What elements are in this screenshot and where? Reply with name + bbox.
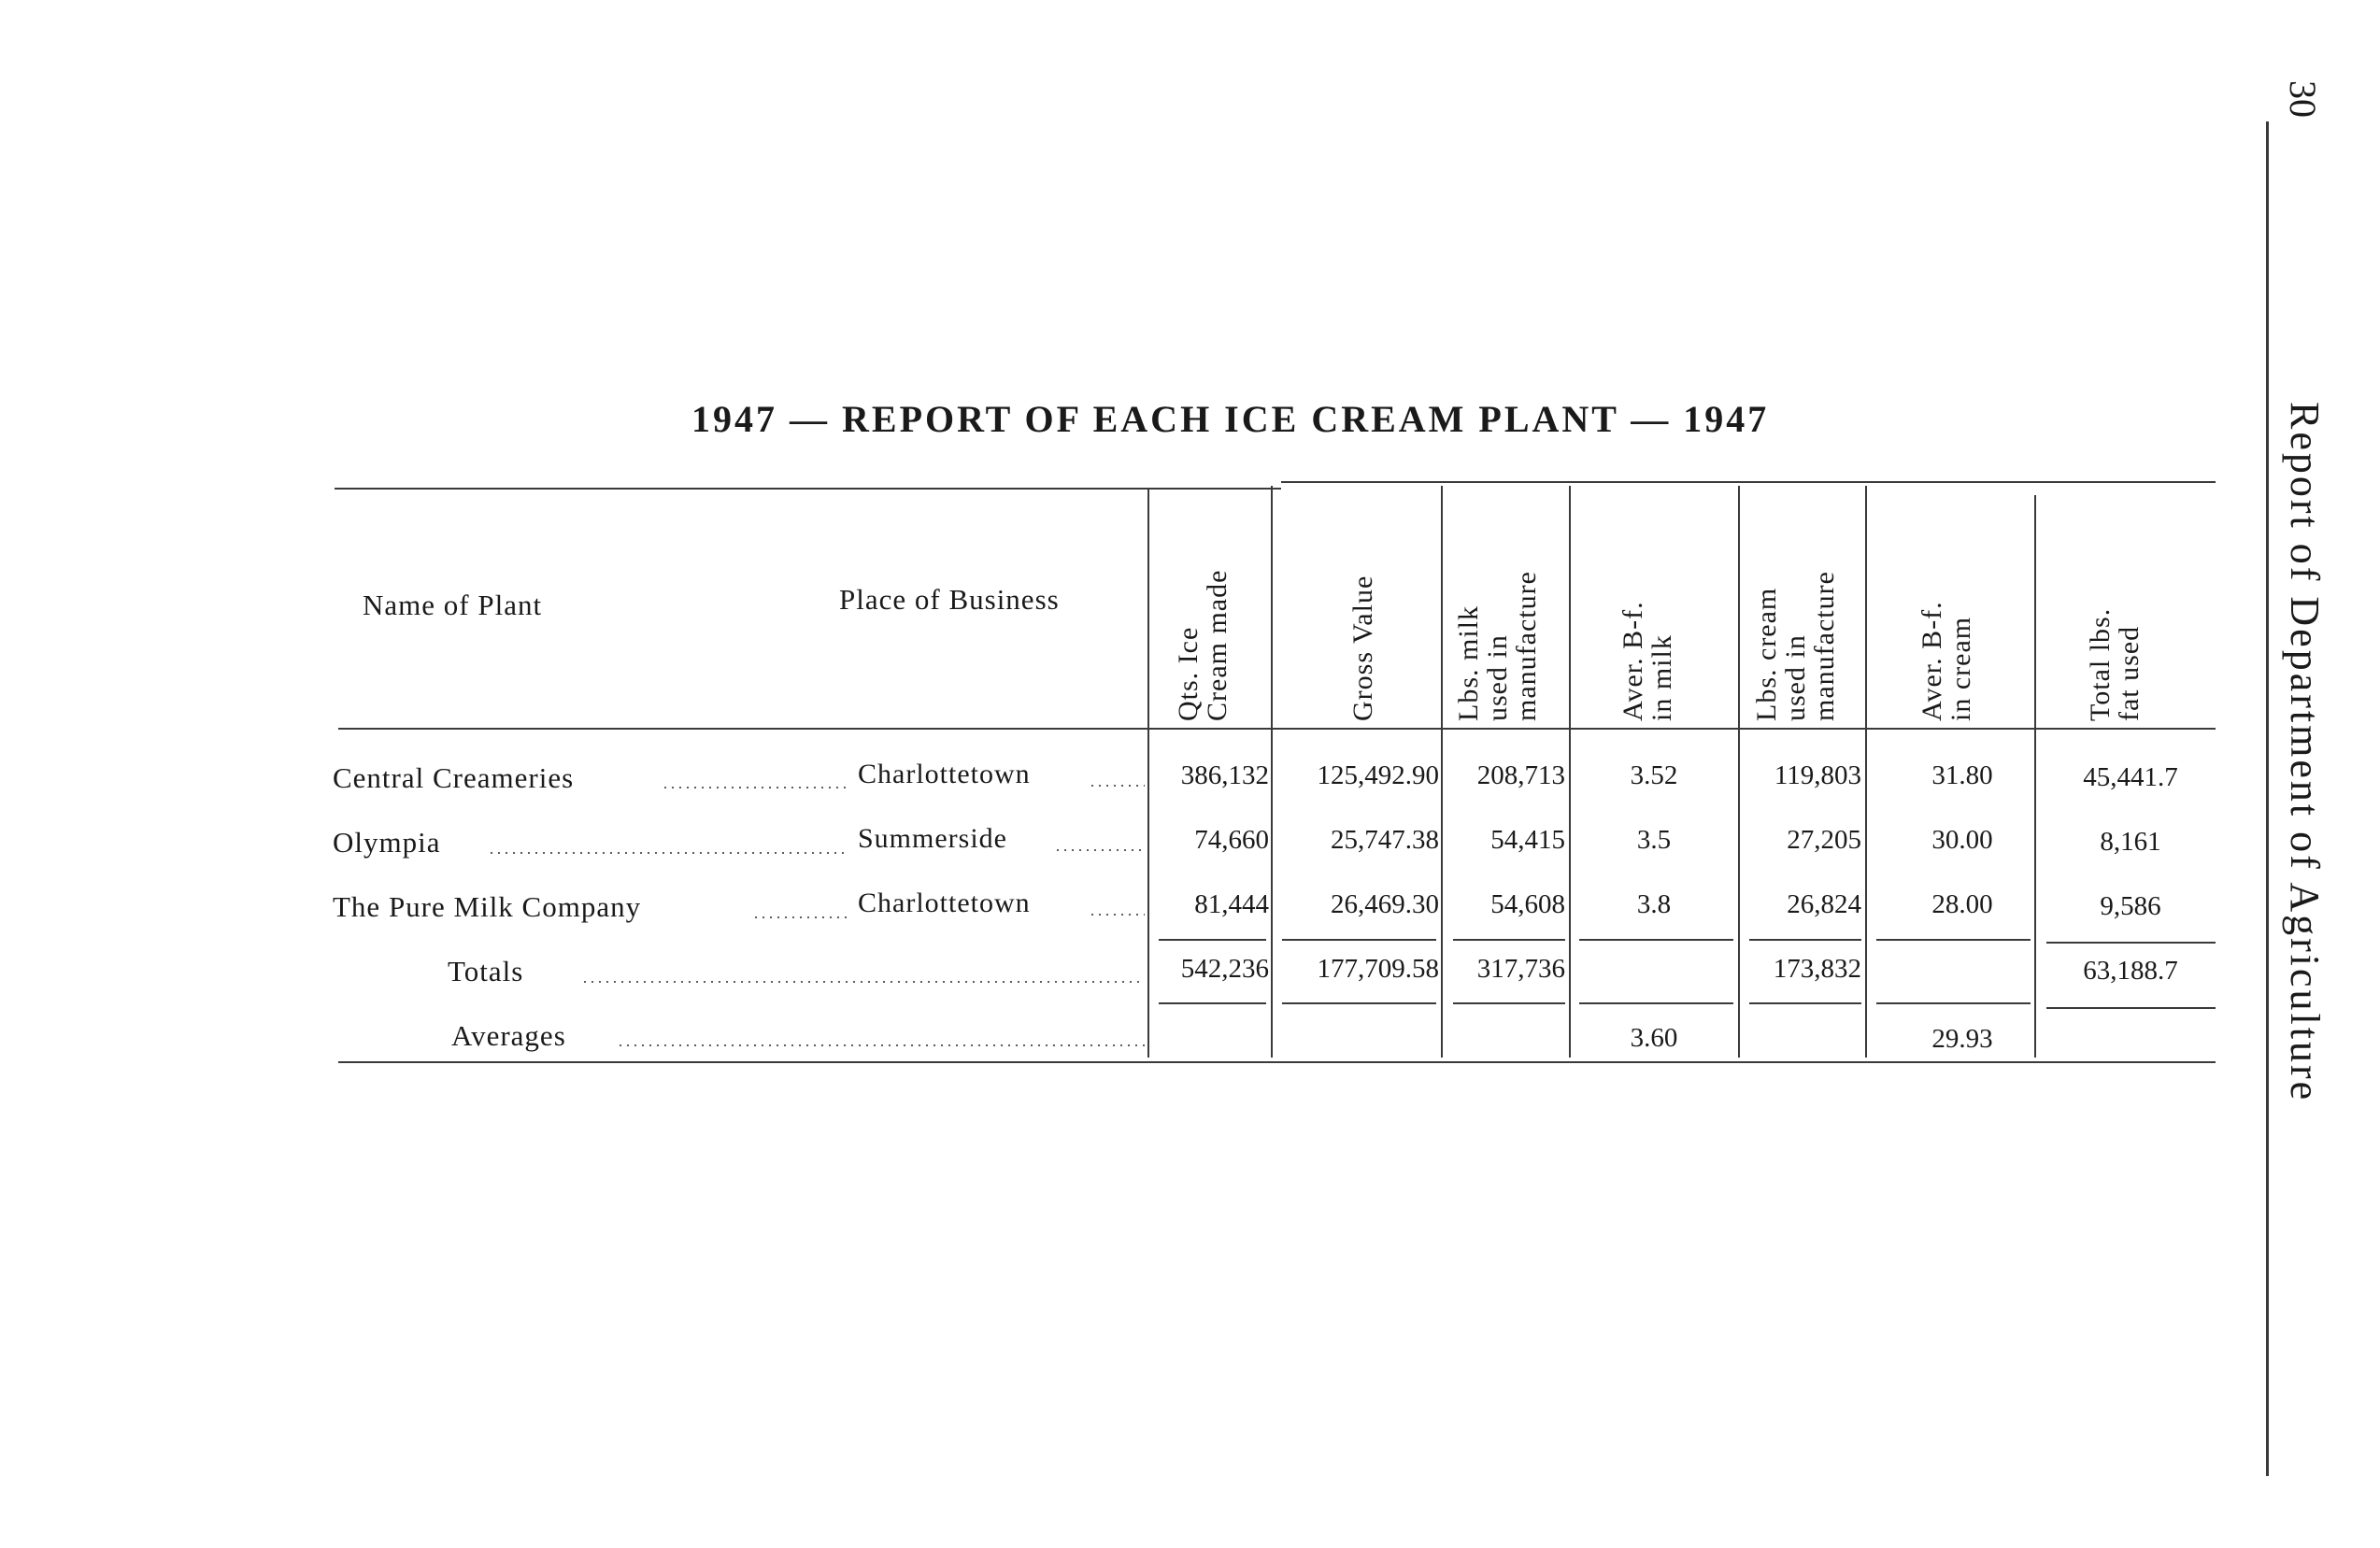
leader-dots xyxy=(1089,914,1145,916)
totals-rule xyxy=(1453,939,1565,941)
qts-value: 81,444 xyxy=(1194,889,1269,919)
totals-rule xyxy=(1749,939,1861,941)
leader-dots xyxy=(1054,849,1145,851)
total-fat-total-value: 63,188.7 xyxy=(2083,956,2178,986)
totals-rule xyxy=(1876,939,2031,941)
column-divider xyxy=(1569,486,1571,1058)
averages-rule xyxy=(1282,1002,1436,1004)
averages-rule xyxy=(2046,1007,2216,1009)
bf-milk-value: 3.52 xyxy=(1630,760,1678,790)
qts-value: 386,132 xyxy=(1180,760,1269,790)
leader-dots xyxy=(662,787,848,788)
gross-value: 26,469.30 xyxy=(1331,889,1439,919)
leader-dots xyxy=(488,852,848,854)
place-of-business: Summerside xyxy=(858,823,1007,854)
table-top-rule xyxy=(1281,481,2216,483)
lbs-milk-value: 54,608 xyxy=(1490,889,1565,919)
lbs-cream-value: 119,803 xyxy=(1774,760,1861,790)
header-qts-ice-cream: Qts. Ice Cream made xyxy=(1173,569,1233,721)
averages-rule xyxy=(1159,1002,1266,1004)
header-name-of-plant: Name of Plant xyxy=(363,589,543,621)
totals-rule xyxy=(1159,939,1266,941)
header-lbs-cream: Lbs. cream used in manufacture xyxy=(1751,571,1840,721)
total-qts-value: 542,236 xyxy=(1180,954,1269,984)
lbs-cream-value: 27,205 xyxy=(1787,825,1861,855)
plant-name: The Pure Milk Company xyxy=(333,890,642,923)
place-of-business: Charlottetown xyxy=(858,888,1031,918)
column-divider xyxy=(1441,486,1443,1058)
place-of-business: Charlottetown xyxy=(858,759,1031,789)
leader-dots xyxy=(752,916,848,918)
total-lbs-cream-value: 173,832 xyxy=(1773,954,1861,984)
gross-value: 25,747.38 xyxy=(1331,825,1439,855)
lbs-cream-value: 26,824 xyxy=(1787,889,1861,919)
average-bf-milk-value: 3.60 xyxy=(1630,1023,1678,1053)
total-fat-value: 45,441.7 xyxy=(2083,762,2178,792)
total-lbs-milk-value: 317,736 xyxy=(1476,954,1565,984)
header-gross-value: Gross Value xyxy=(1347,575,1378,721)
header-bf-cream: Aver. B-f. in cream xyxy=(1917,601,1976,721)
averages-label: Averages xyxy=(451,1019,566,1052)
average-bf-cream-value: 29.93 xyxy=(1931,1024,1993,1054)
header-place-of-business: Place of Business xyxy=(839,583,1060,616)
page-title: 1947 — REPORT OF EACH ICE CREAM PLANT — 1947 xyxy=(691,398,1770,440)
lbs-milk-value: 54,415 xyxy=(1490,825,1565,855)
averages-rule xyxy=(1579,1002,1733,1004)
bf-cream-value: 31.80 xyxy=(1931,760,1993,790)
table-bottom-rule xyxy=(338,1061,2216,1063)
leader-dots xyxy=(581,981,1145,983)
lbs-milk-value: 208,713 xyxy=(1476,760,1565,790)
running-head: Report of Department of Agriculture xyxy=(2282,402,2328,1103)
column-divider xyxy=(1147,490,1149,1058)
page-number: 30 xyxy=(2282,80,2324,118)
totals-label: Totals xyxy=(448,955,524,987)
column-divider xyxy=(1271,486,1273,1058)
qts-value: 74,660 xyxy=(1194,825,1269,855)
bf-milk-value: 3.8 xyxy=(1636,889,1672,919)
averages-rule xyxy=(1749,1002,1861,1004)
plant-name: Olympia xyxy=(333,826,441,859)
plant-name: Central Creameries xyxy=(333,761,575,794)
totals-rule xyxy=(2046,942,2216,944)
totals-rule xyxy=(1579,939,1733,941)
header-lbs-milk: Lbs. milk used in manufacture xyxy=(1453,571,1542,721)
bf-cream-value: 30.00 xyxy=(1931,825,1993,855)
gross-value: 125,492.90 xyxy=(1317,760,1439,790)
total-fat-value: 9,586 xyxy=(2100,891,2161,921)
total-fat-value: 8,161 xyxy=(2100,827,2161,857)
leader-dots xyxy=(617,1044,1145,1046)
column-divider xyxy=(1865,486,1867,1058)
bf-milk-value: 3.5 xyxy=(1636,825,1672,855)
header-total-fat: Total lbs. fat used xyxy=(2085,607,2145,721)
leader-dots xyxy=(1089,785,1145,787)
margin-rule xyxy=(2266,121,2269,1476)
header-bf-milk: Aver. B-f. in milk xyxy=(1618,601,1677,721)
averages-rule xyxy=(1876,1002,2031,1004)
header-bottom-rule xyxy=(338,728,2216,730)
total-gross-value: 177,709.58 xyxy=(1317,954,1439,984)
bf-cream-value: 28.00 xyxy=(1931,889,1993,919)
column-divider xyxy=(1738,486,1740,1058)
totals-rule xyxy=(1282,939,1436,941)
table-top-rule xyxy=(335,488,1281,490)
averages-rule xyxy=(1453,1002,1565,1004)
